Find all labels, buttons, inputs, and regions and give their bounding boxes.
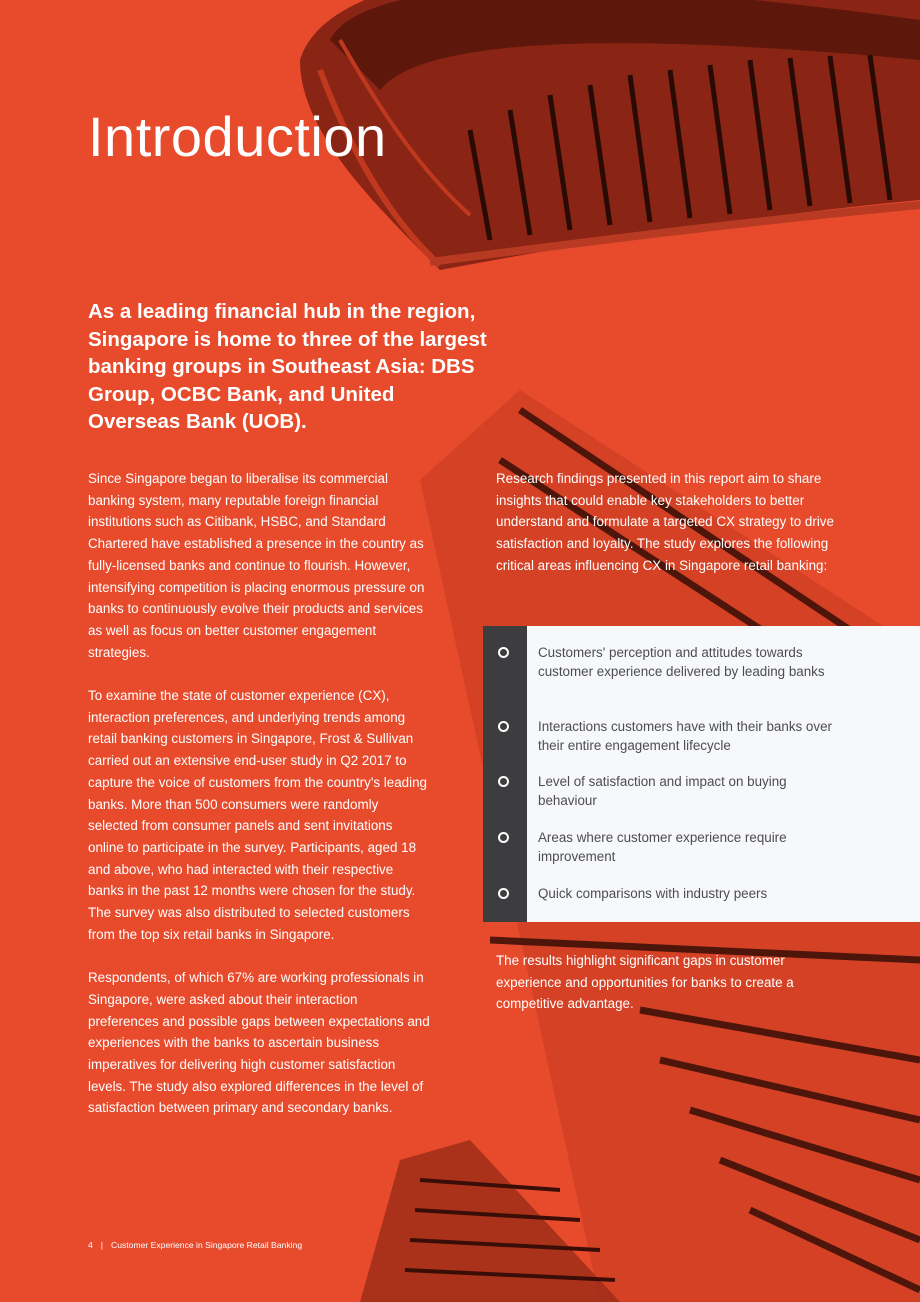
page-footer <box>88 1240 302 1250</box>
right-text-column <box>496 468 834 577</box>
list-item-text: Level of satisfaction and impact on buying behaviour <box>538 774 787 808</box>
body-paragraph: Since Singapore began to liberalise its commercial banking system, many reputable foreign financial institutions such as Citibank, HSBC, and Standard Chartered have established a presence in the country as fully-licensed banks and continue to flourish. However, intensifying competition is placing enormous pressure on banks to continuously evolve their products and services as well as focus on better customer engagement strategies. <box>88 471 425 660</box>
body-paragraph: Respondents, of which 67% are working professionals in Singapore, were asked about their interaction preferences and possible gaps between expectations and experiences with the banks to ascertain business imperatives for delivering high customer satisfaction levels. The study also explored differences in the level of satisfaction between primary and secondary banks. <box>88 970 430 1116</box>
circle-bullet-icon <box>498 647 509 658</box>
body-paragraph: To examine the state of customer experience (CX), interaction preferences, and underlying trends among retail banking customers in Singapore, Frost & Sullivan carried out an extensive end-user study in Q2 2017 to capture the voice of customers from the country's leading banks. More than 500 consumers were randomly selected from consumer panels and sent invitations online to participate in the survey. Participants, aged 18 and above, who had interacted with their respective banks in the past 12 months were chosen for the study. The survey was also distributed to selected customers from the top six retail banks in Singapore. <box>88 688 427 942</box>
curved-tower-illustration <box>300 0 920 270</box>
left-text-column <box>88 468 430 1141</box>
list-item-text: Areas where customer experience require improvement <box>538 830 787 864</box>
footer-title: Customer Experience in Singapore Retail Banking <box>111 1240 303 1250</box>
page-title: Introduction <box>88 105 387 168</box>
circle-bullet-icon <box>498 721 509 732</box>
footer-separator: | <box>100 1240 104 1250</box>
closing-paragraph: The results highlight significant gaps in customer experience and opportunities for banks to create a competitive advantage. <box>496 953 794 1012</box>
research-intro-paragraph: Research findings presented in this report aim to share insights that could enable key stakeholders to better understand and formulate a targeted CX strategy to drive satisfaction and loyalty. The study explores the following critical areas influencing CX in Singapore retail banking: <box>496 471 834 573</box>
lead-paragraph: As a leading financial hub in the region, Singapore is home to three of the largest banking groups in Southeast Asia: DBS Group, OCBC Bank, and United Overseas Bank (UOB). <box>88 300 487 434</box>
list-item-text: Quick comparisons with industry peers <box>538 886 768 901</box>
list-item-text: Customers' perception and attitudes towards customer experience delivered by leading banks <box>538 645 825 679</box>
circle-bullet-icon <box>498 832 509 843</box>
page-number: 4 <box>88 1240 93 1250</box>
circle-bullet-icon <box>498 888 509 899</box>
focus-areas-list <box>483 626 920 922</box>
list-rail <box>483 626 527 922</box>
list-item-text: Interactions customers have with their banks over their entire engagement lifecycle <box>538 719 832 753</box>
circle-bullet-icon <box>498 776 509 787</box>
